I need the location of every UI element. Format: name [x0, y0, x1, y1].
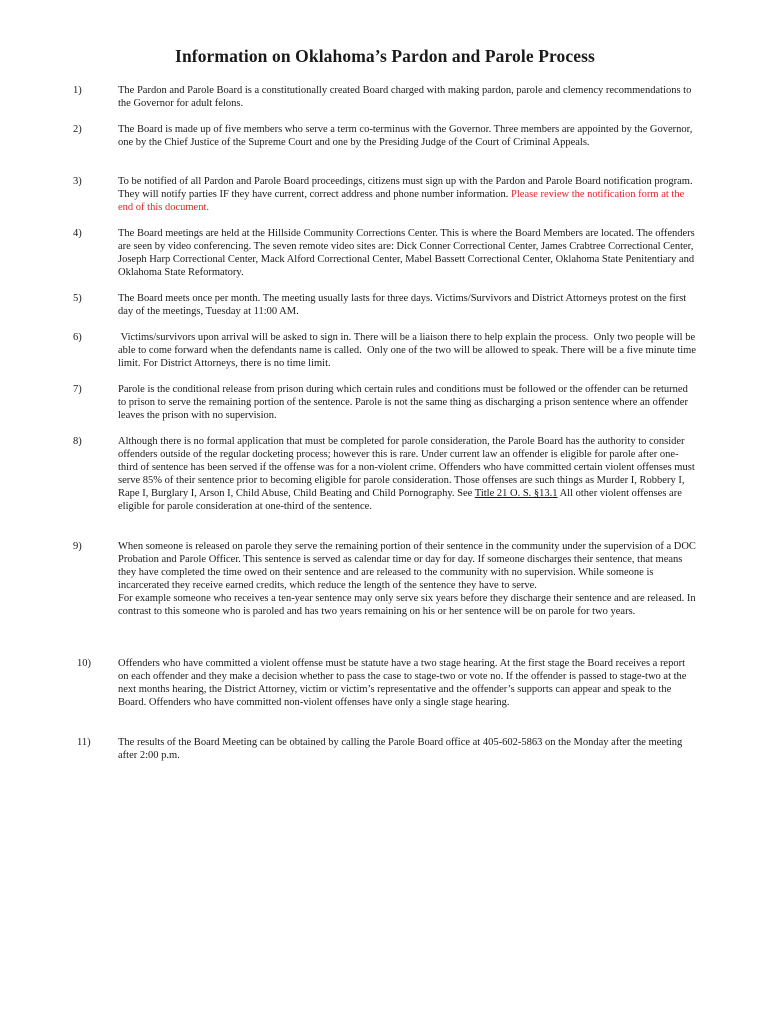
list-item-text: The Board meetings are held at the Hillside Community Corrections Center. This is where the Board Members are located. The offenders are seen by video conferencing. The seven remote video sites are: Dick Conner Correctional Center, James Crabtree Correctional Center, Joseph Harp Correctional Center, Mack Alford Correctional Center, Mabel Bassett Correctional Center, Oklahoma State Penitentiary and Oklahoma State Reformatory. — [118, 228, 695, 279]
list-item-number: 10) — [77, 658, 91, 669]
list-item-number: 6) — [73, 332, 82, 343]
page-title: Information on Oklahoma’s Pardon and Parole Process — [175, 46, 595, 66]
list-item-number: 2) — [73, 124, 82, 135]
list-item-text: The Board meets once per month. The meeting usually lasts for three days. Victims/Survivors and District Attorneys protest on the first day of the meetings, Tuesday at 11:00 AM. — [118, 293, 687, 318]
list-item-number: 8) — [73, 436, 82, 447]
list-item-text — [118, 540, 696, 619]
list-item-text: Parole is the conditional release from prison during which certain rules and conditions must be followed or the offender can be returned to prison to serve the remaining portion of the sentence. Parole is not the same thing as discharging a prison sentence where an offender leaves the prison with no supervision. — [118, 384, 688, 422]
list-item-text: Offenders who have committed a violent offense must be statute have a two stage hearing. At the first stage the Board receives a report on each offender and they make a decision whether to pass the case to stage-two or vote no. If the offender is passed to stage-two at the next months hearing, the District Attorney, victim or victim’s representative and the offender’s supports can appear and speak to the Board. Offenders who have committed non-violent offenses have only a single stage hearing. — [118, 658, 687, 709]
list-item-number: 11) — [77, 737, 91, 748]
list-item-number: 4) — [73, 228, 82, 239]
list-item-paragraph: For example someone who receives a ten-year sentence may only serve six years before they discharge their sentence and are released. In contrast to this someone who is paroled and has two years remaining on his or her sentence will be on parole for two years. — [118, 593, 696, 618]
list-item-text: The Pardon and Parole Board is a constitutionally created Board charged with making pardon, parole and clemency recommendations to the Governor for adult felons. — [118, 85, 692, 110]
list-item-text: The Board is made up of five members who serve a term co-terminus with the Governor. Three members are appointed by the Governor, one by the Chief Justice of the Supreme Court and one by the Presiding Judge of the Court of Criminal Appeals. — [118, 124, 693, 149]
list-item-text: Victims/survivors upon arrival will be asked to sign in. There will be a liaison there to help explain the process. Only two people will be able to come forward when the defendants name is called. Only one of the two will be allowed to speak. There will be a five minute time limit. For District Attorneys, there is no time limit. — [118, 332, 699, 370]
statute-link[interactable]: Title 21 O. S. §13.1 — [474, 488, 558, 500]
list-item-text-body: To be notified of all Pardon and Parole Board proceedings, citizens must sign up with the Pardon and Parole Board notification program. They will notify parties IF they have current, correct address and phone number information. — [118, 176, 693, 201]
list-item-text-tail: All other violent offenses are eligible for parole consideration at one-third of the sentence. — [118, 488, 682, 513]
list-item-text: The results of the Board Meeting can be obtained by calling the Parole Board office at 405-602-5863 on the Monday after the meeting after 2:00 p.m. — [118, 737, 683, 762]
list-item-number: 3) — [73, 176, 82, 187]
list-item-number: 7) — [73, 384, 82, 395]
notification-form-notice: Please review the notification form at the end of this document. — [118, 189, 685, 214]
list-item-paragraph: When someone is released on parole they serve the remaining portion of their sentence in the community under the supervision of a DOC Probation and Parole Officer. This sentence is served as calendar time or day for day. If someone discharges their sentence, that means they have completed the time owed on their sentence and are released to the community with no supervision. While someone is incarcerated they receive earned credits, which reduce the length of the sentence they have to serve. — [118, 541, 696, 592]
list-item-text — [118, 175, 696, 214]
list-item-number: 9) — [73, 541, 82, 552]
list-item-text — [118, 435, 696, 514]
list-item-number: 5) — [73, 293, 82, 304]
list-item-text-body: Although there is no formal application that must be completed for parole consideration, the Parole Board has the authority to consider offenders outside of the regular docketing process; however this is rare. Under current law an offender is eligible for parole after one-third of sentence has been served if the offense was for a non-violent crime. Offenders who have committed certain violent offenses must serve 85% of their sentence prior to becoming eligible for parole consideration. Those offenses are such things as Murder I, Robbery I, Rape I, Burglary I, Arson I, Child Abuse, Child Beating and Child Pornography. See — [118, 436, 695, 500]
list-item-number: 1) — [73, 85, 82, 96]
